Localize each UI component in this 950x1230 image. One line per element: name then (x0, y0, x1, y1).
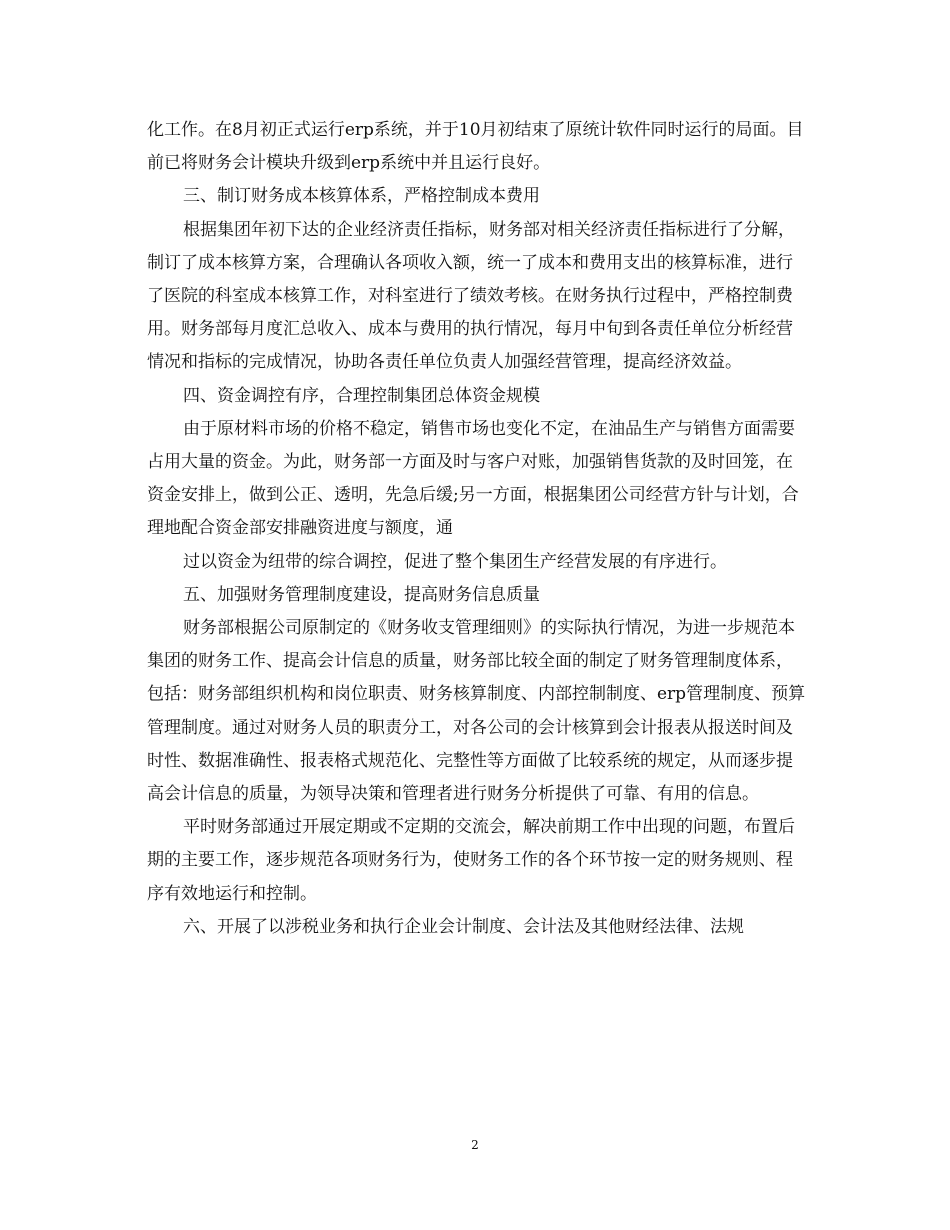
document-body (147, 114, 807, 944)
page-number: 2 (471, 1138, 479, 1152)
paragraph-management-system: 财务部根据公司原制定的《财务收支管理细则》的实际执行情况，为进一步规范本集团的财务工作、提高会计信息的质量，财务部比较全面的制定了财务管理制度体系，包括：财务部组织机构和岗位职责、财务核算制度、内部控制制度、erp管理制度、预算管理制度。通过对财务人员的职责分工，对各公司的会计核算到会计报表从报送时间及时性、数据准确性、报表格式规范化、完整性等方面做了比较系统的规定，从而逐步提高会计信息的质量，为领导决策和管理者进行财务分析提供了可靠、有用的信息。 (147, 618, 806, 805)
section-heading-4: 四、资金调控有序，合理控制集团总体资金规模 (183, 385, 540, 406)
section-heading-5: 五、加强财务管理制度建设，提高财务信息质量 (183, 584, 540, 605)
paragraph-continuation: 化工作。在8月初正式运行erp系统，并于10月初结束了原统计软件同时运行的局面。目前已将财务会计模块升级到erp系统中并且运行良好。 (147, 120, 804, 174)
paragraph-regular-meetings: 平时财务部通过开展定期或不定期的交流会，解决前期工作中出现的问题，布置后期的主要工作，逐步规范各项财务行为，使财务工作的各个环节按一定的财务规则、程序有效地运行和控制。 (147, 817, 795, 904)
paragraph-cost-accounting: 根据集团年初下达的企业经济责任指标，财务部对相关经济责任指标进行了分解，制订了成本核算方案，合理确认各项收入额，统一了成本和费用支出的核算标准，进行了医院的科室成本核算工作，对科室进行了绩效考核。在财务执行过程中，严格控制费用。财务部每月度汇总收入、成本与费用的执行情况，每月中旬到各责任单位分析经营情况和指标的完成情况，协助各责任单位负责人加强经营管理，提高经济效益。 (147, 219, 795, 373)
section-heading-6: 六、开展了以涉税业务和执行企业会计制度、会计法及其他财经法律、法规 (183, 916, 744, 937)
paragraph-funds-control-continued: 过以资金为纽带的综合调控，促进了整个集团生产经营发展的有序进行。 (183, 551, 727, 572)
section-heading-3: 三、制订财务成本核算体系，严格控制成本费用 (183, 186, 540, 207)
paragraph-funds-control: 由于原材料市场的价格不稳定，销售市场也变化不定，在油品生产与销售方面需要占用大量的资金。为此，财务部一方面及时与客户对账，加强销售货款的及时回笼，在资金安排上，做到公正、透明，先急后缓;另一方面，根据集团公司经营方针与计划，合理地配合资金部安排融资进度与额度，通 (147, 418, 799, 539)
